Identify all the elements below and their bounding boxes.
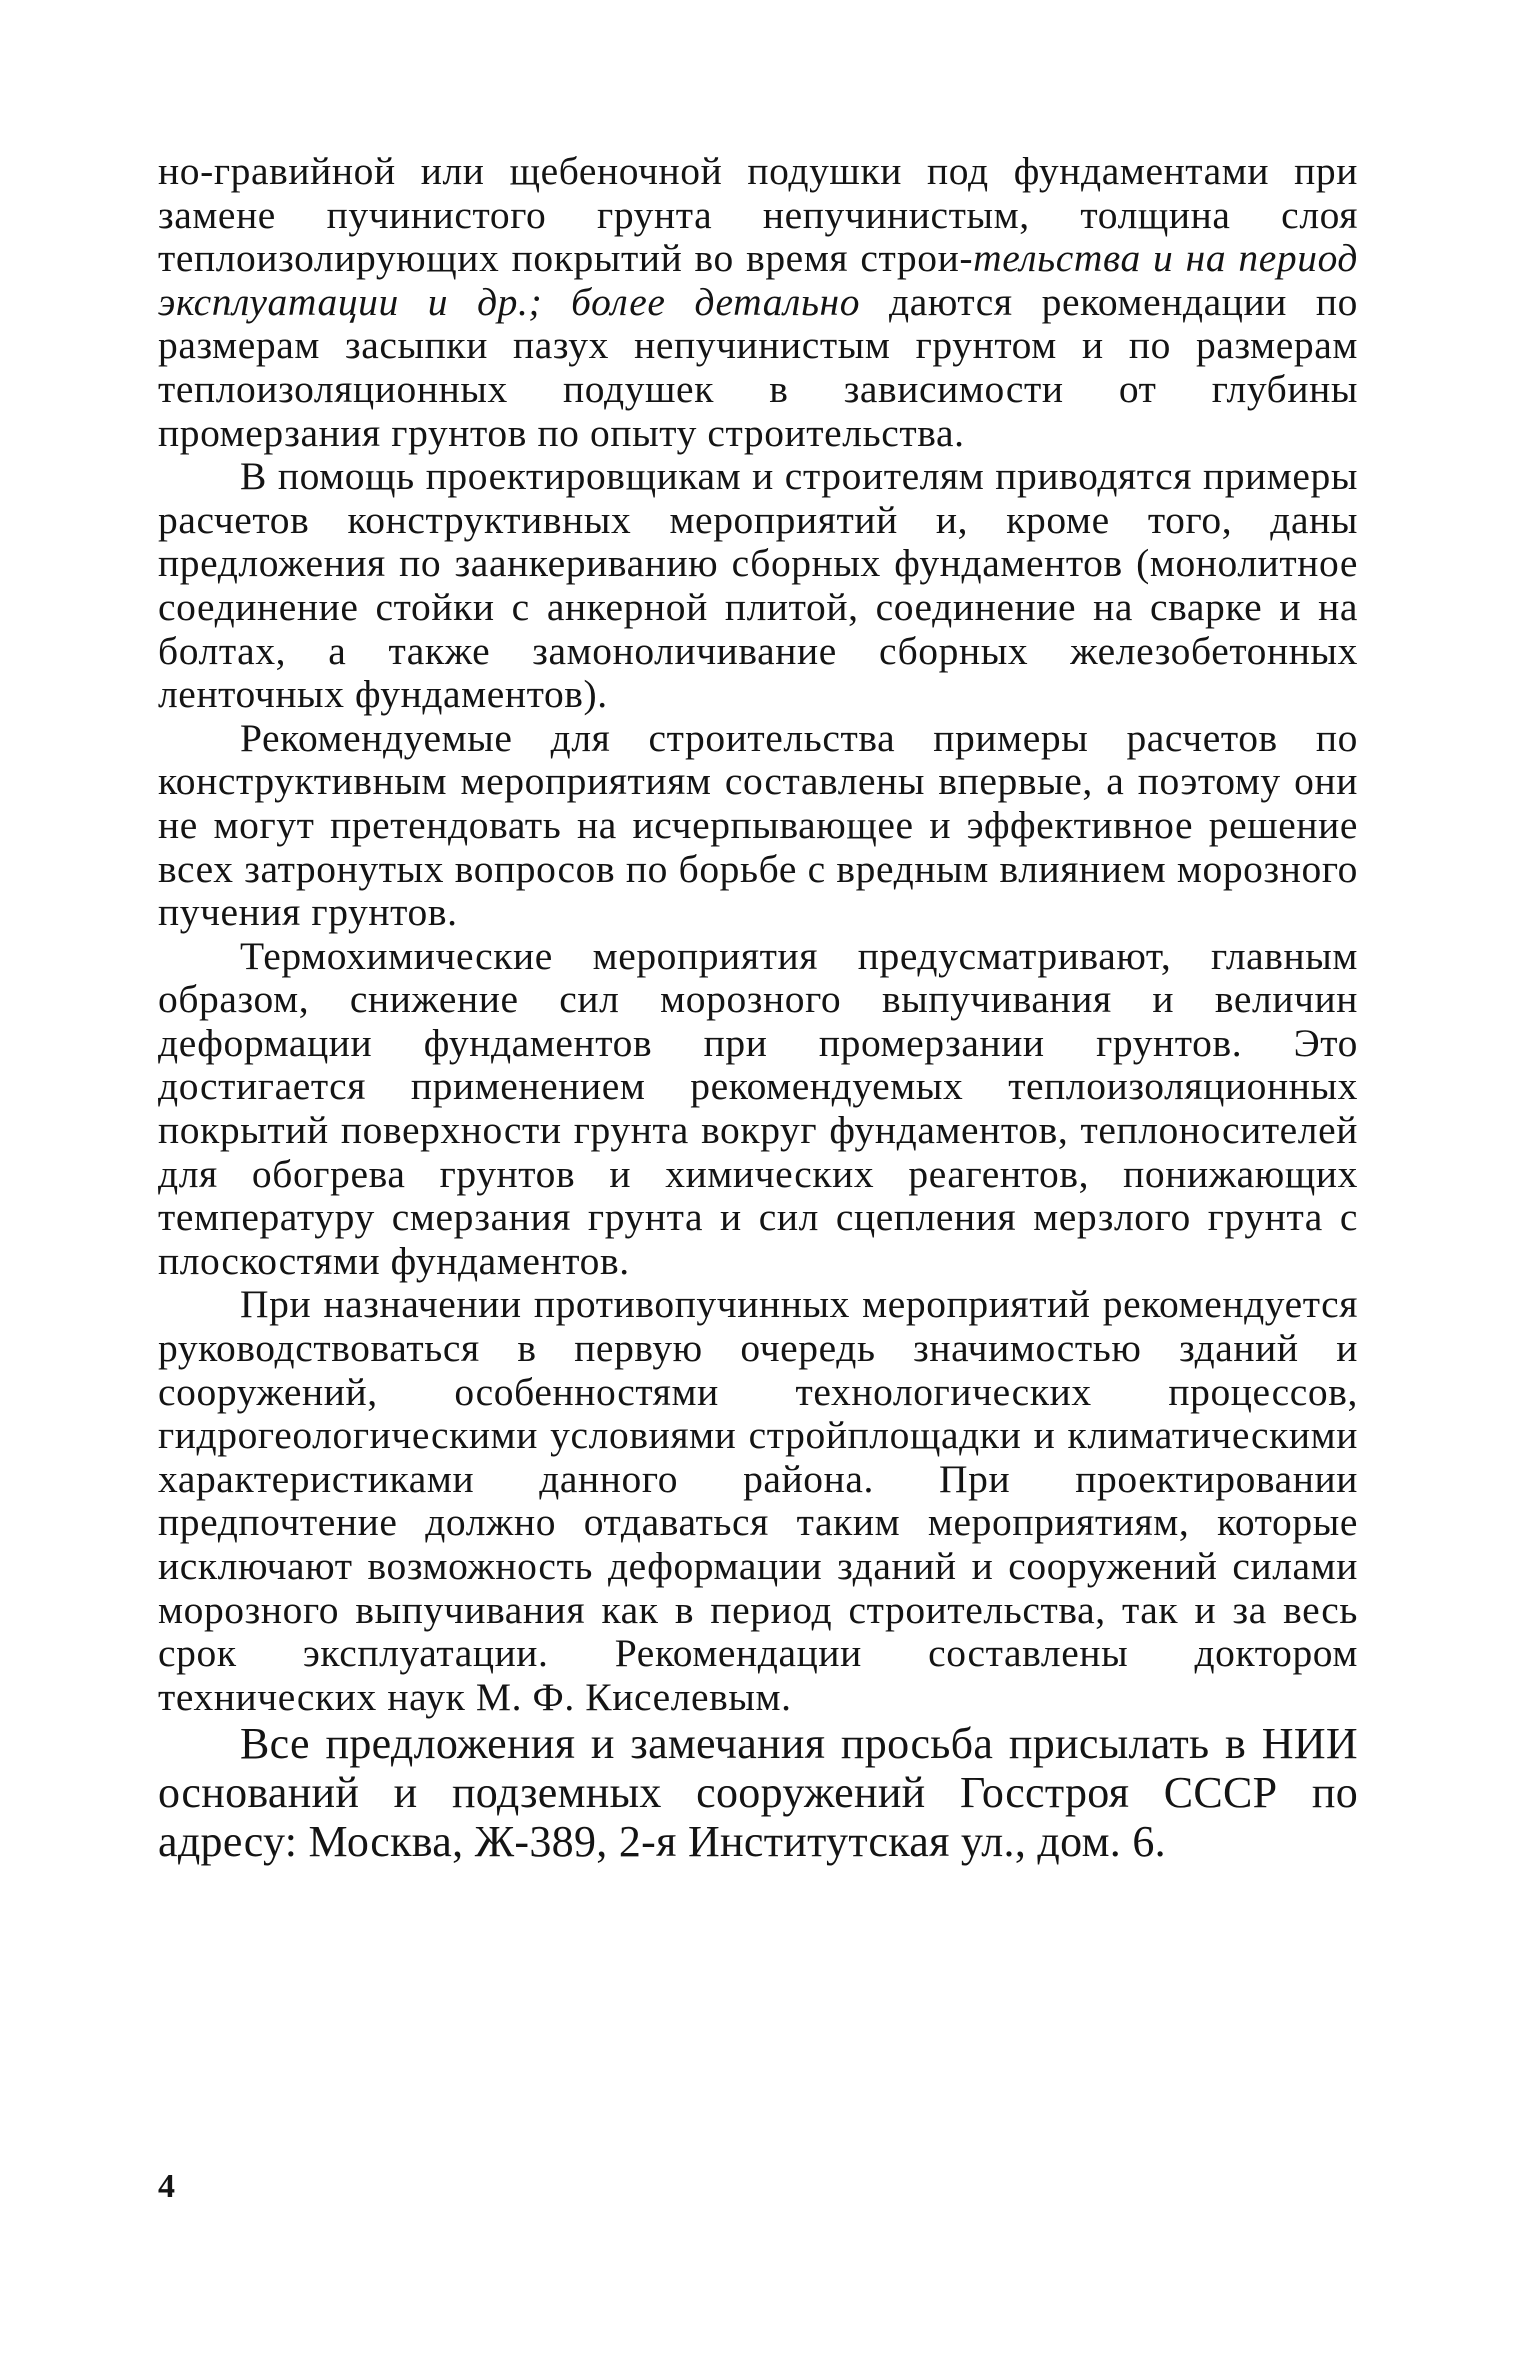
paragraph-1-italic: тельства и на период эксплуатации и др.; более детально xyxy=(158,236,1358,324)
paragraph-3: Рекомендуемые для строительства примеры расчетов по конструктивным мероприятиям составлены впервые, а поэтому они не могут претендовать на исчерпывающее и эффективное решение всех затронутых вопросов по борьбе с вредным влиянием морозного пучения грунтов. xyxy=(158,715,1358,935)
body-text xyxy=(158,150,1358,1866)
paragraph-6: Все предложения и замечания просьба присылать в НИИ оснований и подземных сооружений Госстроя СССР по адресу: Москва, Ж-389, 2-я Институтская ул., дом. 6. xyxy=(158,1719,1358,1867)
page-number: 4 xyxy=(158,2168,175,2205)
paragraph-1 xyxy=(158,150,1358,455)
paragraph-4: Термохимические мероприятия предусматривают, главным образом, снижение сил морозного выпучивания и величин деформации фундаментов при промерзании грунтов. Это достигается применением рекомендуемых теплоизоляционных покрытий поверхности грунта вокруг фундаментов, теплоносителей для обогрева грунтов и химических реагентов, понижающих температуру смерзания грунта и сил сцепления мерзлого грунта с плоскостями фундаментов. xyxy=(158,933,1358,1283)
paragraph-2: В помощь проектировщикам и строителям приводятся примеры расчетов конструктивных мероприятий и, кроме того, даны предложения по заанкериванию сборных фундаментов (монолитное соединение стойки с анкерной плитой, соединение на сварке и на болтах, а также замоноличивание сборных железобетонных ленточных фундаментов). xyxy=(158,454,1358,717)
paragraph-1-text-a: но-гравийной или щебеночной подушки под фундаментами при замене пучинистого грунта непучинистым, толщина слоя теплоизолирующих покрытий во время строи- xyxy=(158,149,1358,281)
paragraph-1-text-b: даются рекомендации по размерам засыпки пазух непучинистым грунтом и по размерам теплоизоляционных подушек в зависимости от глубины промерзания грунтов по опыту строительства. xyxy=(158,279,1359,455)
paragraph-5: При назначении противопучинных мероприятий рекомендуется руководствоваться в первую очередь значимостью зданий и сооружений, особенностями технологических процессов, гидрогеологическими условиями стройплощадки и климатическими характеристиками данного района. При проектировании предпочтение должно отдаваться таким мероприятиям, которые исключают возможность деформации зданий и сооружений силами морозного выпучивания как в период строительства, так и за весь срок эксплуатации. Рекомендации составлены доктором технических наук М. Ф. Киселевым. xyxy=(158,1282,1358,1719)
